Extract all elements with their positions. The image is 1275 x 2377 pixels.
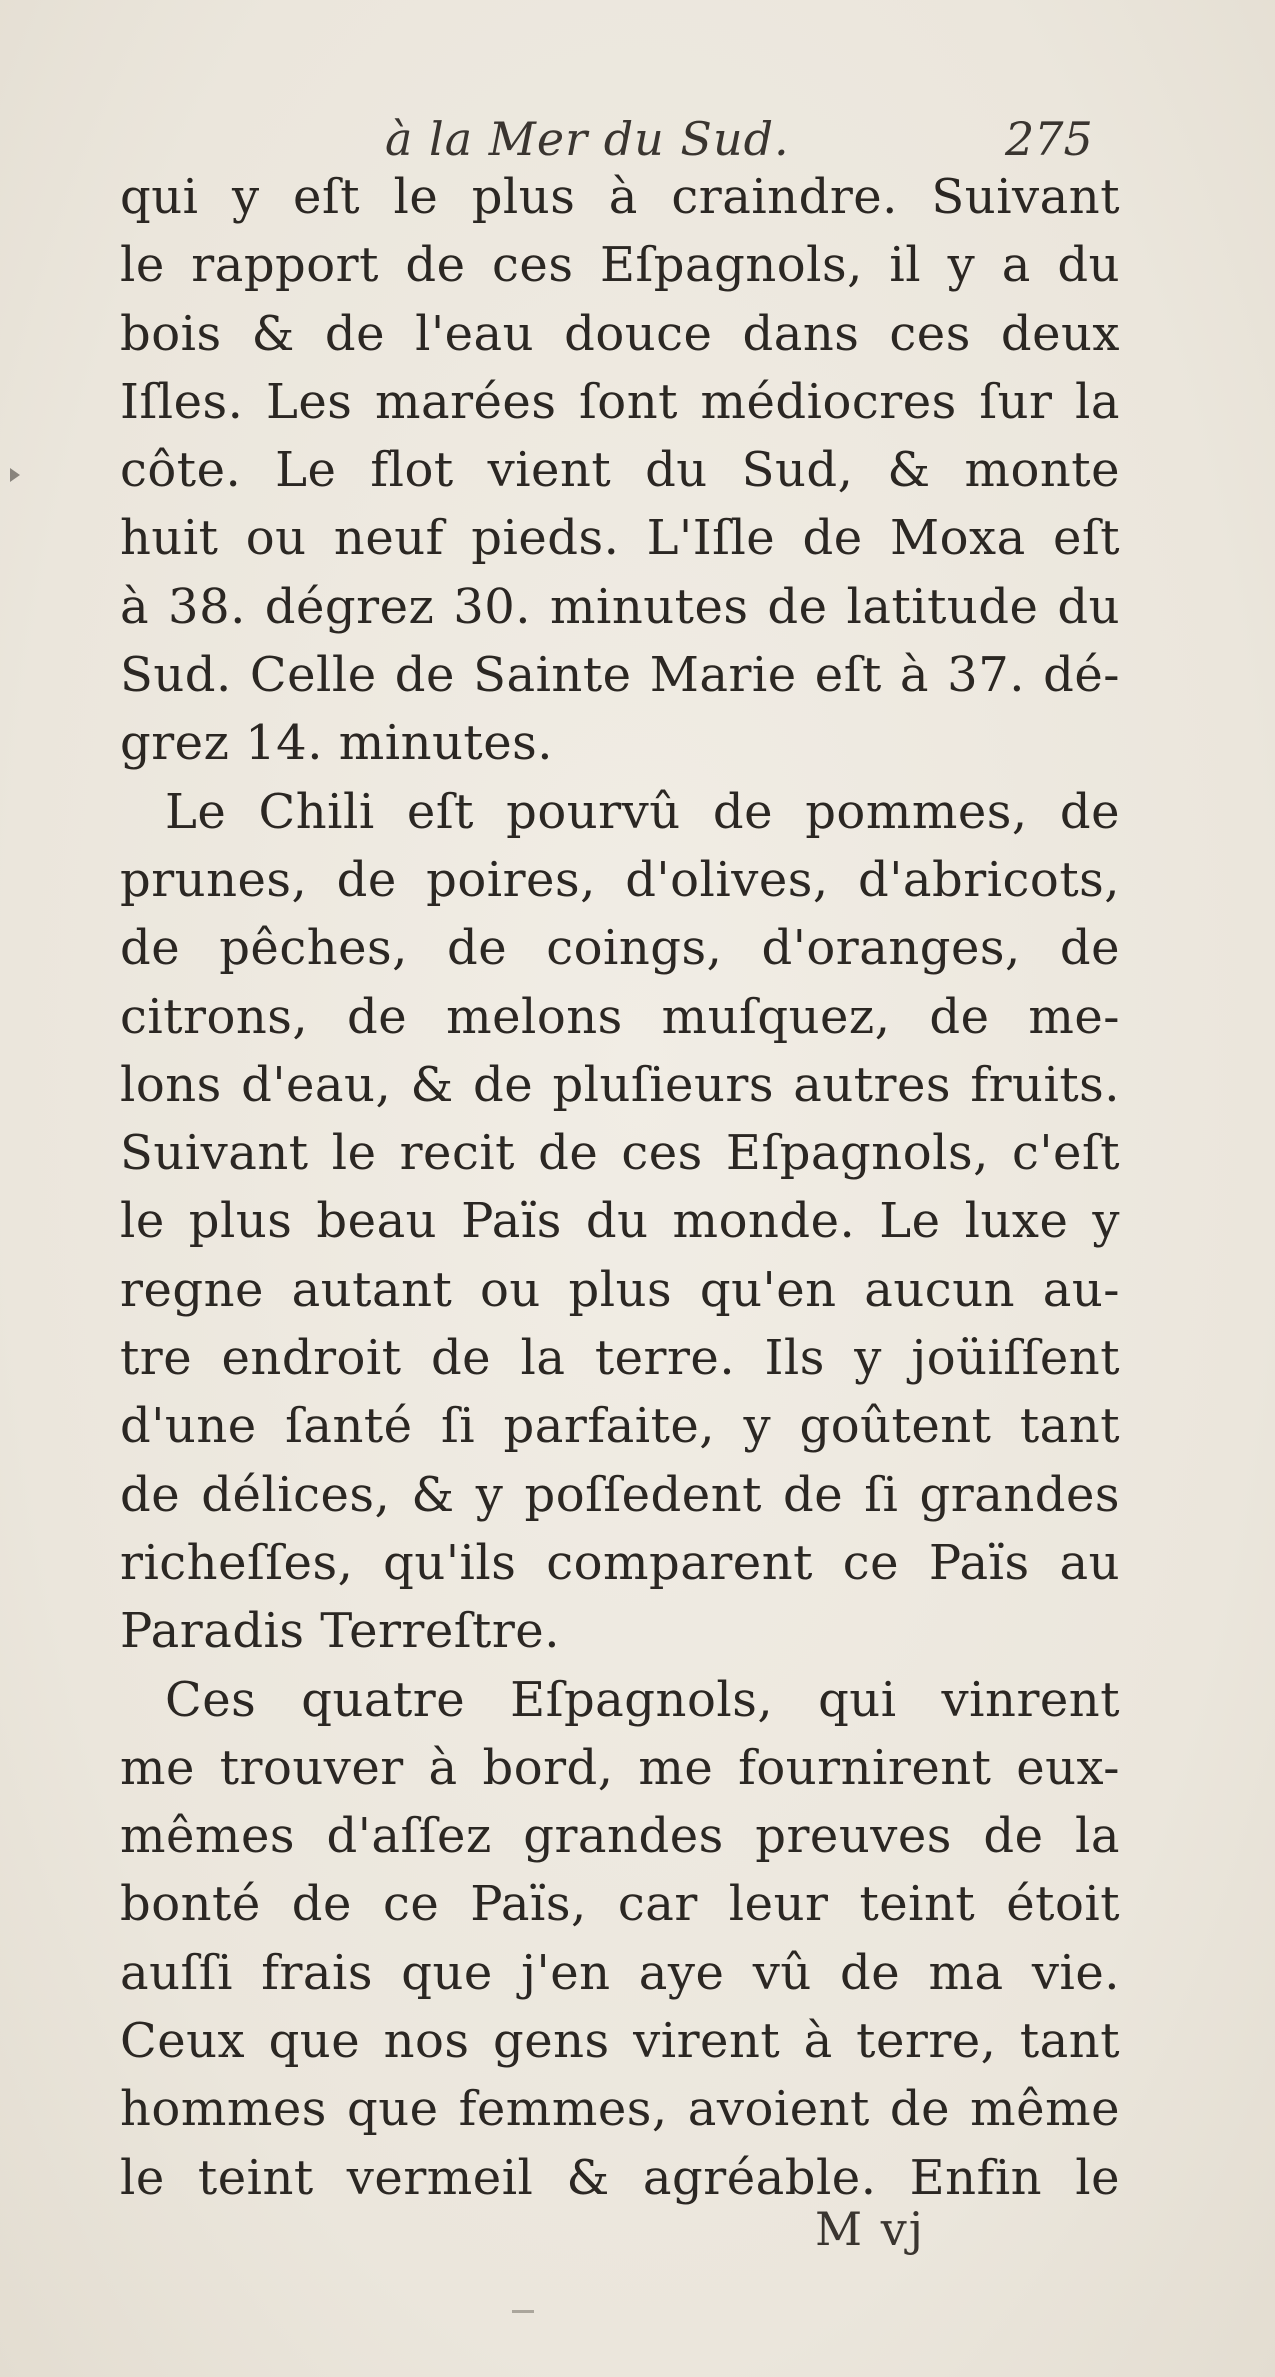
text-line: qui y eſt le plus à craindre. Suivant: [120, 169, 1120, 225]
text-line: bois & de l'eau douce dans ces deux: [120, 305, 1120, 362]
text-line: Suivant le recit de ces Eſpagnols, c'eſt: [120, 1125, 1120, 1182]
footer-ornament: [512, 2310, 534, 2313]
page-number: 275: [1005, 112, 1093, 166]
text-line: à 38. dégrez 30. minutes de latitude du: [120, 578, 1120, 635]
text-line: d'une ſanté ſi parfaite, y goûtent tant: [120, 1398, 1120, 1455]
text-line: de pêches, de coings, d'oranges, de: [120, 920, 1120, 977]
text-line: Sud. Celle de Sainte Marie eſt à 37. dé-: [120, 647, 1120, 704]
text-line: regne autant ou plus qu'en aucun au-: [120, 1261, 1120, 1318]
text-line: lons d'eau, & de pluſieurs autres fruits.: [120, 1056, 1120, 1113]
margin-arrow-icon: [10, 468, 20, 482]
text-line: Le Chili eſt pourvû de pommes, de: [165, 783, 1120, 840]
text-line: auſſi frais que j'en aye vû de ma vie.: [120, 1944, 1120, 2001]
signature-mark: M vj: [815, 2202, 925, 2256]
text-line: le plus beau Païs du monde. Le luxe y: [120, 1193, 1120, 1250]
text-line: Iſles. Les marées ſont médiocres ſur la: [120, 373, 1120, 430]
text-line: prunes, de poires, d'olives, d'abricots,: [120, 851, 1120, 908]
text-line: grez 14. minutes.: [120, 715, 553, 772]
text-line: côte. Le flot vient du Sud, & monte: [120, 442, 1120, 499]
text-line: tre endroit de la terre. Ils y joüiſſent: [120, 1330, 1120, 1387]
text-line: le rapport de ces Eſpagnols, il y a du: [120, 237, 1120, 294]
text-line: Ces quatre Eſpagnols, qui vinrent: [165, 1671, 1120, 1728]
text-line: richeſſes, qu'ils comparent ce Païs au: [120, 1534, 1120, 1591]
text-line: le teint vermeil & agréable. Enfin le: [120, 2149, 1120, 2206]
text-line: Paradis Terreſtre.: [120, 1603, 560, 1660]
body-text: [120, 163, 1120, 2212]
running-title: à la Mer du Sud.: [385, 112, 790, 166]
text-line: bonté de ce Païs, car leur teint étoit: [120, 1876, 1120, 1933]
text-line: Ceux que nos gens virent à terre, tant: [120, 2013, 1120, 2070]
text-line: de délices, & y poſſedent de ſi grandes: [120, 1466, 1120, 1523]
text-line: me trouver à bord, me fournirent eux-: [120, 1739, 1120, 1796]
text-line: huit ou neuf pieds. L'Iſle de Moxa eſt: [120, 510, 1120, 567]
text-line: mêmes d'aſſez grandes preuves de la: [120, 1808, 1120, 1865]
text-line: hommes que femmes, avoient de même: [120, 2081, 1120, 2138]
text-line: citrons, de melons muſquez, de me-: [120, 988, 1120, 1045]
